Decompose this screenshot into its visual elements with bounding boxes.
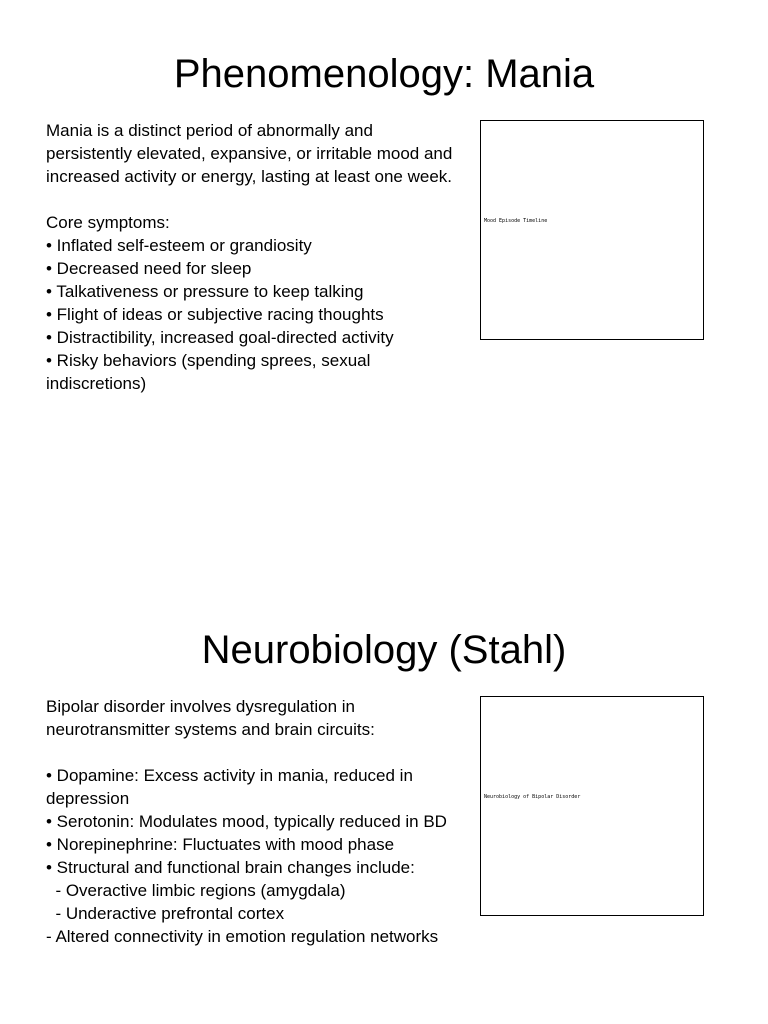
figure-placeholder	[480, 696, 704, 916]
bullet-item: • Dopamine: Excess activity in mania, reduced in depression	[46, 766, 413, 808]
bullet-item: • Distractibility, increased goal-directed activity	[46, 328, 394, 347]
bullet-item: • Risky behaviors (spending sprees, sexual indiscretions)	[46, 351, 371, 393]
bullet-item: • Serotonin: Modulates mood, typically reduced in BD	[46, 812, 447, 831]
bullet-item: • Structural and functional brain changes include:	[46, 858, 415, 877]
figure-caption: Mood Episode Timeline	[484, 218, 548, 224]
slide-title: Neurobiology (Stahl)	[201, 628, 567, 672]
intro-paragraph: Mania is a distinct period of abnormally and persistently elevated, expansive, or irritable mood and increased activity or energy, lasting at least one week.	[46, 121, 453, 186]
figure-caption: Neurobiology of Bipolar Disorder	[484, 794, 581, 800]
bullet-item: • Flight of ideas or subjective racing thoughts	[46, 305, 384, 324]
sub-bullet-item: - Overactive limbic regions (amygdala)	[46, 881, 346, 900]
bullet-item: • Norepinephrine: Fluctuates with mood phase	[46, 835, 395, 854]
sub-bullet-item: - Altered connectivity in emotion regulation networks	[46, 927, 439, 946]
slide-body	[46, 695, 456, 948]
intro-paragraph: Bipolar disorder involves dysregulation in neurotransmitter systems and brain circuits:	[46, 697, 375, 739]
spacer	[46, 188, 456, 211]
core-symptoms-heading: Core symptoms:	[46, 213, 170, 232]
spacer	[46, 741, 456, 764]
slide-body	[46, 119, 456, 395]
bullet-item: • Decreased need for sleep	[46, 259, 252, 278]
slide-neurobiology	[0, 576, 768, 1024]
sub-bullet-item: - Underactive prefrontal cortex	[46, 904, 285, 923]
bullet-item: • Inflated self-esteem or grandiosity	[46, 236, 312, 255]
slide-title: Phenomenology: Mania	[173, 52, 595, 96]
bullet-item: • Talkativeness or pressure to keep talking	[46, 282, 364, 301]
figure-placeholder	[480, 120, 704, 340]
